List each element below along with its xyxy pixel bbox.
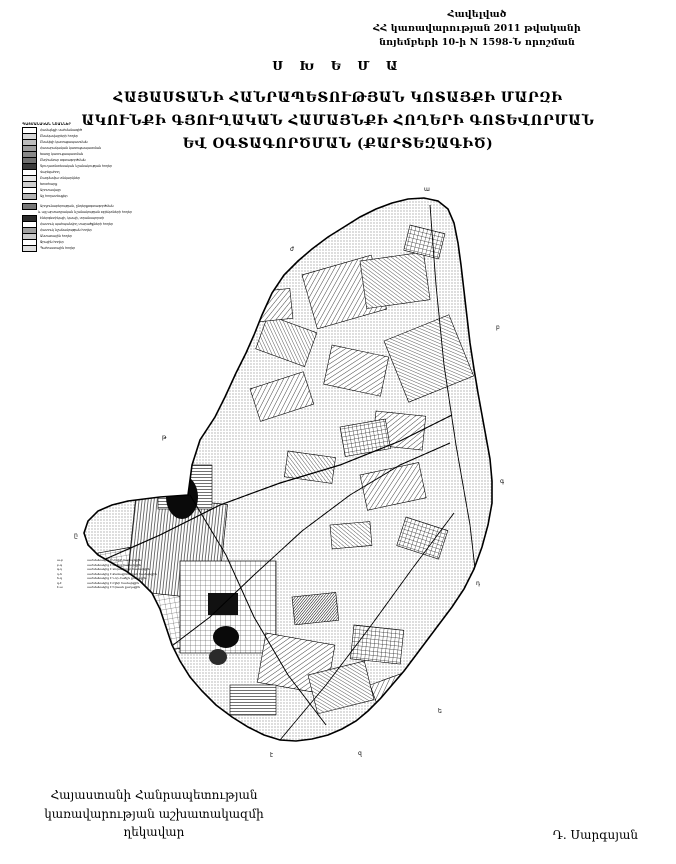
title-line-3: ԵՎ ՕԳՏԱԳՈՐԾՄԱՆ (ՔԱՐՏԵԶԱԳԻԾ)	[182, 136, 494, 153]
legend-item-label: և այլ արտադրական նշանակության օբյեկտների հողեր	[38, 209, 132, 214]
document-kind: Ս Խ Ե Մ Ա	[272, 58, 404, 73]
marker-y: ը	[74, 532, 78, 539]
legend-item-label: Բազմամյա տնկարկներ	[40, 175, 80, 180]
note-value: սահմանակից է Ձորաղբյուր համայնքին	[87, 567, 151, 571]
community-zoning-map	[40, 165, 640, 790]
map-legend	[22, 122, 140, 252]
approval-line-3: նոյեմբերի 10-ի N 1598-Ն որոշման	[379, 36, 575, 48]
legend-item	[22, 152, 140, 157]
legend-item-label: Հատուկ պահպանվող տարածքների հողեր	[40, 221, 114, 226]
legend-item-label: Բնակելի կառուցապատման	[40, 139, 88, 144]
legend-item-label: Համայնքի սահմանագիծ	[40, 128, 82, 133]
note-row	[57, 572, 172, 576]
legend-item-label: Ջրային հողեր	[40, 239, 64, 244]
legend-item-label: Խառը կառուցապատման	[40, 151, 84, 156]
legend-item-label: Բնակավայրերի հողեր	[40, 134, 78, 138]
legend-item-label: Արոտավայր	[40, 187, 61, 192]
legend-item-label: Անտառային հողեր	[40, 233, 72, 238]
signature-line-3: ղեկավար	[123, 825, 185, 840]
legend-item-label: Գյուղատնտեսական նշանակության հողեր	[40, 163, 113, 168]
legend-item-label: Արդյունաբերության, ընդերքօգտագործման	[40, 203, 114, 208]
legend-item-label: Էներգետիկայի, կապի, տրանսպորտի	[40, 215, 105, 220]
legend-item	[22, 140, 140, 145]
note-row	[57, 558, 172, 562]
marker-b: բ	[496, 324, 500, 331]
legend-item-label: Հասարակական կառուցապատման	[40, 145, 102, 150]
legend-item	[22, 234, 140, 239]
map-territory-fill	[40, 165, 640, 790]
signature-block-left	[14, 786, 294, 842]
note-key: ա-բ	[57, 558, 63, 562]
legend-item-label: Ընդհանուր օգտագործման	[40, 157, 86, 162]
note-value: սահմանակից է Առինջ համայնքին	[87, 562, 142, 567]
legend-item	[22, 222, 140, 227]
map-figure	[40, 165, 640, 790]
legend-item	[22, 246, 140, 251]
boundary-note-table	[57, 558, 172, 590]
note-value: սահմանակից է Քանաքեռավան համայնքին	[87, 571, 157, 576]
legend-item	[22, 146, 140, 151]
legend-item-label: Պահուստային հողեր	[40, 245, 76, 250]
note-key: բ-գ	[57, 562, 62, 567]
note-row	[57, 563, 172, 567]
legend-item	[22, 240, 140, 245]
legend-item	[22, 170, 140, 175]
note-key: է-ա	[57, 585, 63, 589]
approval-line-1: Հավելված	[447, 9, 507, 20]
approval-note	[312, 8, 642, 49]
note-key: զ-է	[57, 580, 62, 585]
note-row	[57, 581, 172, 585]
title-line-2: ԱԿՈՒՆՔԻ ԳՅՈՒՂԱԿԱՆ ՀԱՄԱՅՆՔԻ ՀՈՂԵՐԻ ԳՈՏԵՎՈՐՄԱՆ	[81, 113, 595, 130]
legend-item	[22, 176, 140, 181]
marker-a: ա	[424, 186, 430, 193]
legend-swatch-icon	[22, 203, 37, 210]
note-value: սահմանակից է Երևան քաղաքին	[87, 585, 141, 589]
marker-z: զ	[358, 750, 362, 757]
note-value: սահմանակից է Նոր Հաճըն քաղաքին	[87, 576, 147, 580]
note-row	[57, 585, 172, 589]
legend-item	[22, 210, 140, 215]
marker-e2: է	[270, 752, 274, 759]
signature-line-2: կառավարության աշխատակազմի	[44, 806, 264, 821]
approval-line-2: ՀՀ կառավարության 2011 թվականի	[373, 22, 581, 34]
legend-item-label: Վարելահող	[40, 169, 60, 174]
title-line-1: ՀԱՅԱՍՏԱՆԻ ՀԱՆՐԱՊԵՏՈՒԹՅԱՆ ԿՈՏԱՅՔԻ ՄԱՐԶԻ	[113, 90, 563, 106]
marker-g: գ	[500, 478, 504, 485]
note-row	[57, 576, 172, 580]
legend-item	[22, 182, 140, 187]
legend-item	[22, 216, 140, 221]
legend-title: ՊԱՅՄԱՆԱԿԱՆ ՆՇԱՆՆԵՐ	[22, 122, 72, 126]
note-key: դ-ե	[57, 571, 62, 576]
legend-item	[22, 164, 140, 169]
legend-swatch-icon	[22, 193, 37, 200]
note-row	[57, 567, 172, 571]
legend-item-label: Հատուկ նշանակության հողեր	[40, 227, 92, 232]
legend-item	[22, 194, 140, 199]
legend-item	[22, 228, 140, 233]
note-value: սահմանակից է Բջնի համայնքին	[87, 580, 140, 585]
marker-t: թ	[162, 434, 167, 441]
marker-zh: ժ	[290, 246, 294, 253]
note-key: գ-դ	[57, 567, 63, 571]
legend-swatch-icon	[22, 245, 37, 252]
note-key: ե-զ	[57, 576, 62, 580]
marker-e: ե	[438, 708, 442, 715]
legend-item	[22, 128, 140, 133]
legend-item	[22, 134, 140, 139]
note-value: սահմանակից է Արզնի համայնքին	[87, 558, 142, 562]
signatory-name: Դ. Սարգսյան	[552, 828, 638, 842]
legend-swatch-icon	[22, 210, 35, 215]
legend-item	[22, 188, 140, 193]
marker-d: դ	[476, 580, 480, 587]
legend-item	[22, 204, 140, 209]
legend-item-label: Այլ հողատեսքեր	[40, 193, 68, 198]
legend-item	[22, 158, 140, 163]
signature-line-1: Հայաստանի Հանրապետության	[50, 788, 258, 803]
legend-item-label: Խոտհարք	[40, 181, 58, 186]
